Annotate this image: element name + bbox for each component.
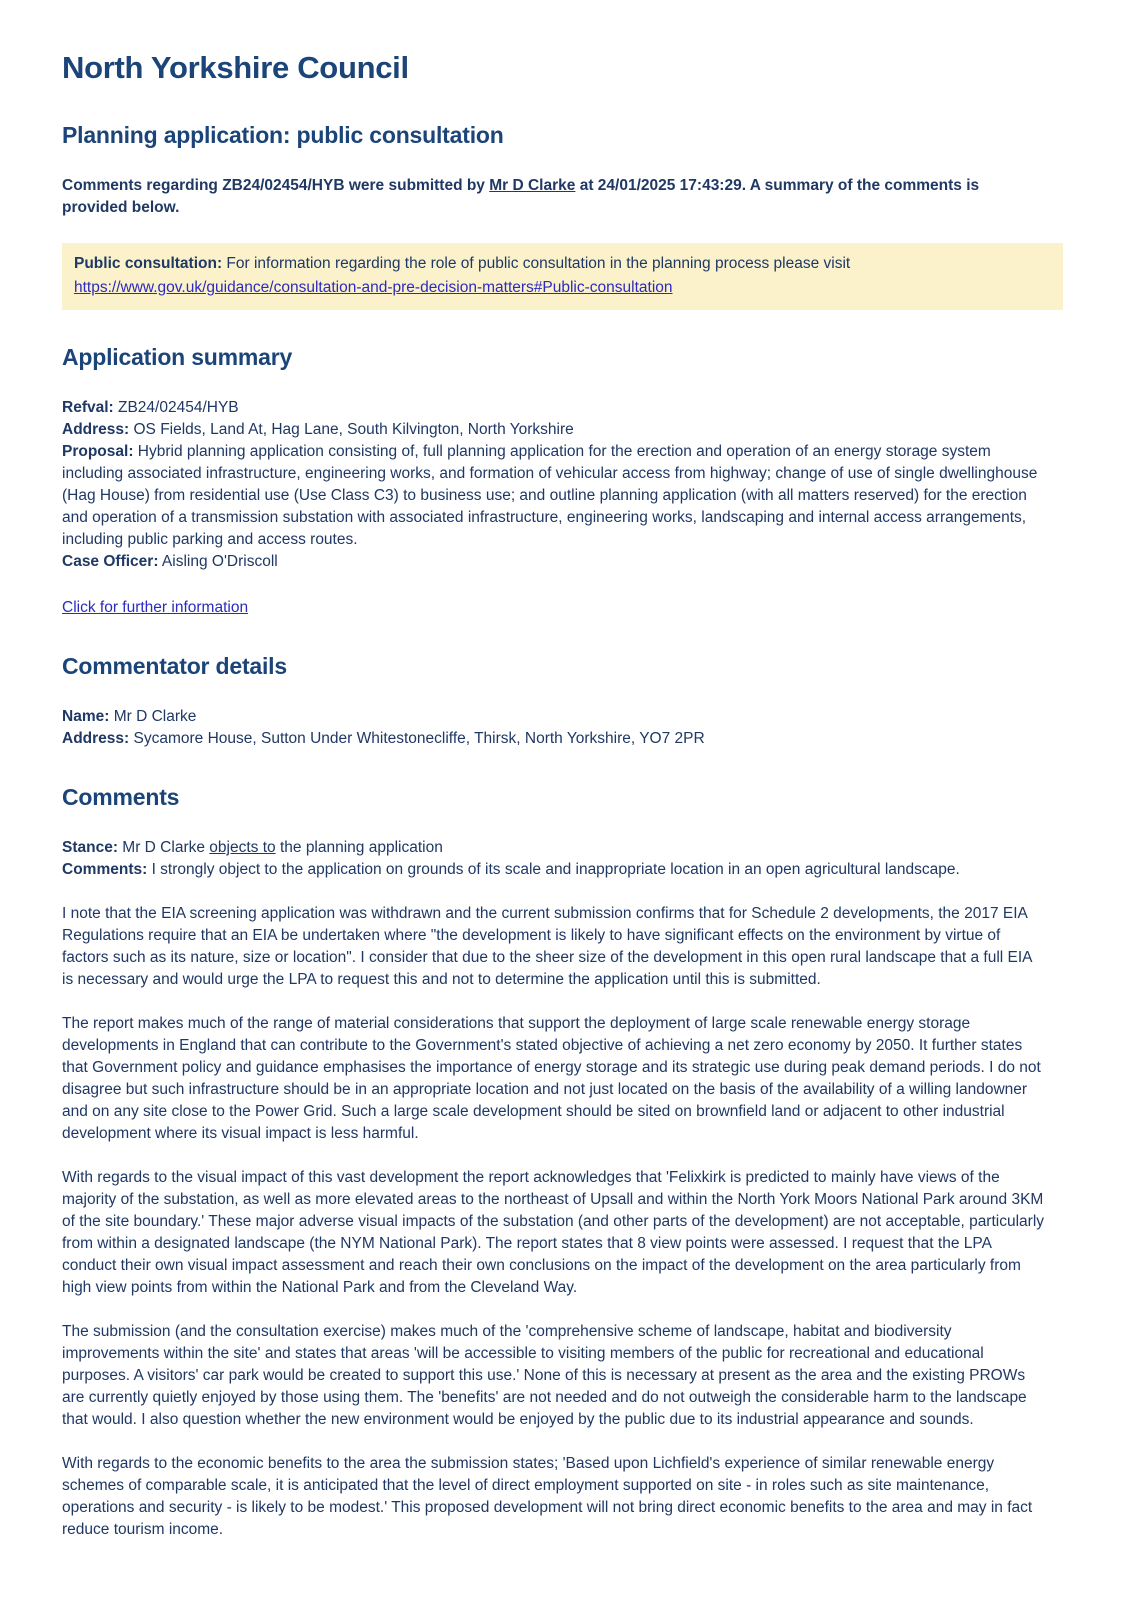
submission-summary-suffix: at 24/01/2025 17:43:29. A summary of the comments is provided below.	[62, 177, 980, 216]
stance-line	[62, 837, 1047, 859]
field-label: Refval:	[62, 399, 114, 416]
public-consultation-notice	[62, 243, 1063, 310]
comments-intro-text: I strongly object to the application on grounds of its scale and inappropriate location in an open agricultural landscape.	[147, 861, 960, 878]
comments-heading: Comments	[62, 784, 180, 810]
stance-block	[62, 837, 1047, 881]
field-label: Address:	[62, 421, 130, 438]
comment-paragraph: I note that the EIA screening application was withdrawn and the current submission confirms that for Schedule 2 developments, the 2017 EIA Regulations require that an EIA be undertaken where "the development is likely to have significant effects on the environment by virtue of factors such as its nature, size or location". I consider that due to the sheer size of the development in this open rural landscape that a full EIA is necessary and would urge the LPA to request this and not to determine the application until this is submitted.	[62, 905, 1032, 988]
comments-intro-line	[62, 859, 1047, 881]
notice-label: Public consultation:	[74, 255, 223, 272]
comment-paragraph: The report makes much of the range of material considerations that support the deployment of large scale renewable energy storage developments in England that can contribute to the Government's stated objective of achieving a net zero economy by 2050. It further states that Government policy and guidance emphasises the importance of energy storage and its strategic use during peak demand periods. I do not disagree but such infrastructure should be in an appropriate location and not just located on the basis of the availability of a willing landowner and on any site close to the Power Grid. Such a large scale development should be sited on brownfield land or adjacent to other industrial development where its visual impact is less harmful.	[62, 1015, 1041, 1142]
page-title: North Yorkshire Council	[62, 50, 409, 85]
stance-label: Stance:	[62, 839, 118, 856]
notice-text: For information regarding the role of public consultation in the planning process please visit	[222, 255, 851, 272]
gov-uk-consultation-link[interactable]: https://www.gov.uk/guidance/consultation-and-pre-decision-matters#Public-consultation	[74, 279, 673, 296]
comment-paragraph: With regards to the visual impact of this vast development the report acknowledges that 'Felixkirk is predicted to mainly have views of the majority of the substation, as well as more elevated areas to the northeast of Upsall and within the North York Moors National Park around 3KM of the site boundary.' These major adverse visual impacts of the substation (and other parts of the development) are not acceptable, particularly from within a designated landscape (the NYM National Park). The report states that 8 view points were assessed. I request that the LPA conduct their own visual impact assessment and reach their own conclusions on the impact of the development on the area particularly from high view points from within the National Park and from the Cleveland Way.	[62, 1169, 1045, 1296]
stance-suffix: the planning application	[275, 839, 443, 856]
field-label: Proposal:	[62, 443, 134, 460]
stance-objects-to: objects to	[209, 839, 276, 856]
field-row: Address: Sycamore House, Sutton Under Whitestonecliffe, Thirsk, North Yorkshire, YO7 2PR	[62, 730, 705, 747]
comments-label: Comments:	[62, 861, 148, 878]
application-fields	[62, 397, 1047, 573]
comment-paragraphs	[62, 903, 1047, 1541]
field-row: Proposal: Hybrid planning application consisting of, full planning application for the erection and operation of an energy storage system including associated infrastructure, engineering works, and formation of vehicular access from highway; change of use of single dwellinghouse (Hag House) from residential use (Use Class C3) to business use; and outline planning application (with all matters reserved) for the erection and operation of a transmission substation with associated infrastructure, engineering works, landscaping and internal access arrangements, including public parking and access routes.	[62, 443, 1038, 548]
commentator-fields	[62, 706, 1047, 750]
page-subtitle: Planning application: public consultation	[62, 122, 504, 148]
stance-prefix: Mr D Clarke	[118, 839, 210, 856]
commentator-name-link[interactable]: Mr D Clarke	[489, 177, 576, 194]
more-info-line	[62, 597, 1068, 619]
submission-summary-line	[62, 175, 1047, 219]
field-row: Refval: ZB24/02454/HYB	[62, 399, 239, 416]
comment-paragraph: With regards to the economic benefits to the area the submission states; 'Based upon Lichfield's experience of similar renewable energy schemes of comparable scale, it is anticipated that the level of direct employment supported on site - in roles such as site maintenance, operations and security - is likely to be modest.' This proposed development will not bring direct economic benefits to the area and may in fact reduce tourism income.	[62, 1455, 1033, 1538]
field-label: Case Officer:	[62, 553, 159, 570]
submission-summary-prefix: Comments regarding ZB24/02454/HYB were submitted by	[62, 177, 490, 194]
field-row: Address: OS Fields, Land At, Hag Lane, South Kilvington, North Yorkshire	[62, 421, 574, 438]
field-row: Name: Mr D Clarke	[62, 708, 197, 725]
field-row: Case Officer: Aisling O'Driscoll	[62, 553, 278, 570]
comment-paragraph: The submission (and the consultation exercise) makes much of the 'comprehensive scheme of landscape, habitat and biodiversity improvements within the site' and states that areas 'will be accessible to visiting members of the public for recreational and educational purposes. A visitors' car park would be created to support this use.' None of this is necessary at present as the area and the existing PROWs are currently quietly enjoyed by those using them. The 'benefits' are not needed and do not outweigh the considerable harm to the landscape that would. I also question whether the new environment would be enjoyed by the public due to its industrial appearance and sounds.	[62, 1323, 1027, 1428]
field-label: Address:	[62, 730, 130, 747]
further-information-link[interactable]: Click for further information	[62, 599, 249, 616]
field-label: Name:	[62, 708, 110, 725]
application-summary-heading: Application summary	[62, 344, 293, 370]
commentator-details-heading: Commentator details	[62, 653, 287, 679]
